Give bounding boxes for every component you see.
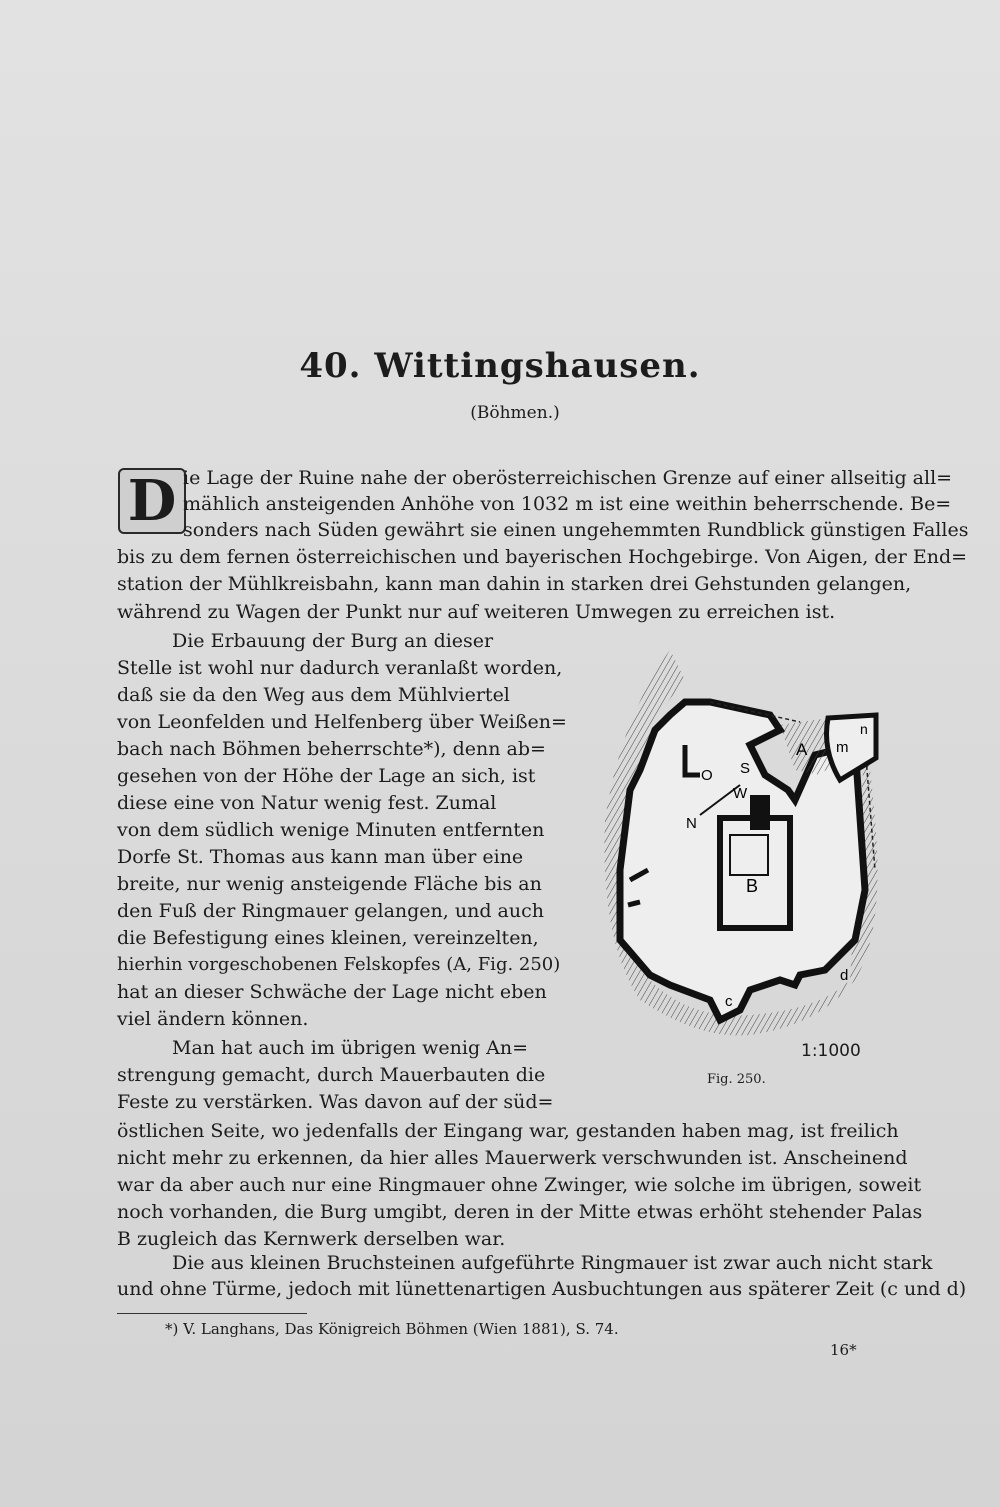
text-line: viel ändern können.	[117, 1008, 309, 1030]
text-line: daß sie da den Weg aus dem Mühlviertel	[117, 684, 510, 706]
plan-label-n: n	[860, 721, 868, 737]
text-line: Die aus kleinen Bruchsteinen aufgeführte Ringmauer ist zwar auch nicht stark	[172, 1252, 933, 1274]
text-line: von Leonfelden und Helfenberg über Weißen=	[117, 711, 567, 733]
compass-s: S	[740, 760, 751, 777]
plan-label-b: B	[746, 876, 759, 896]
text-line: die Befestigung eines kleinen, vereinzelten,	[117, 927, 539, 949]
text-line: bis zu dem fernen österreichischen und bayerischen Hochgebirge. Von Aigen, der End=	[117, 546, 968, 568]
page-subtitle: (Böhmen.)	[470, 403, 560, 423]
page-title: 40. Wittingshausen.	[299, 346, 701, 386]
footnote-rule	[117, 1313, 307, 1314]
text-line: breite, nur wenig ansteigende Fläche bis an	[117, 873, 542, 895]
text-line: Die Erbauung der Burg an dieser	[172, 630, 494, 652]
text-line: ie Lage der Ruine nahe der oberösterreichischen Grenze auf einer allseitig all=	[183, 467, 953, 489]
footnote: *) V. Langhans, Das Königreich Böhmen (Wien 1881), S. 74.	[165, 1320, 619, 1338]
text-line: hierhin vorgeschobenen Felskopfes (A, Fig. 250)	[117, 954, 561, 975]
text-line: mählich ansteigenden Anhöhe von 1032 m ist eine weithin beherrschende. Be=	[183, 493, 952, 515]
compass-w: W	[733, 785, 748, 802]
text-line: diese eine von Natur wenig fest. Zumal	[117, 792, 497, 814]
text-line: Feste zu verstärken. Was davon auf der süd=	[117, 1091, 554, 1113]
text-line: station der Mühlkreisbahn, kann man dahin in starken drei Gehstunden gelangen,	[117, 573, 912, 595]
drop-cap: D	[118, 468, 186, 534]
plan-label-m: m	[836, 739, 849, 756]
text-line: B zugleich das Kernwerk derselben war.	[117, 1228, 506, 1250]
text-line: Stelle ist wohl nur dadurch veranlaßt worden,	[117, 657, 563, 679]
text-line: strengung gemacht, durch Mauerbauten die	[117, 1064, 546, 1086]
figure-caption: Fig. 250.	[707, 1072, 766, 1087]
text-line: von dem südlich wenige Minuten entfernten	[117, 819, 545, 841]
compass-n: N	[686, 815, 697, 832]
text-line: den Fuß der Ringmauer gelangen, und auch	[117, 900, 544, 922]
scale-label: 1:1000	[801, 1041, 861, 1061]
text-line: war da aber auch nur eine Ringmauer ohne Zwinger, wie solche im übrigen, soweit	[117, 1174, 922, 1196]
text-line: bach nach Böhmen beherrschte*), denn ab=	[117, 738, 546, 760]
text-line: nicht mehr zu erkennen, da hier alles Mauerwerk verschwunden ist. Anscheinend	[117, 1147, 908, 1169]
stair-tower	[750, 795, 770, 830]
text-line: gesehen von der Höhe der Lage an sich, ist	[117, 765, 536, 787]
plan-label-c: c	[725, 993, 733, 1010]
castle-plan-figure	[600, 640, 910, 1080]
plan-label-a: A	[796, 740, 808, 759]
signature-mark: 16*	[830, 1341, 857, 1359]
plan-label-d: d	[840, 967, 849, 984]
text-line: noch vorhanden, die Burg umgibt, deren in der Mitte etwas erhöht stehender Palas	[117, 1201, 923, 1223]
text-line: hat an dieser Schwäche der Lage nicht eben	[117, 981, 547, 1003]
text-line: und ohne Türme, jedoch mit lünettenartigen Ausbuchtungen aus späterer Zeit (c und d)	[117, 1278, 967, 1300]
text-line: östlichen Seite, wo jedenfalls der Eingang war, gestanden haben mag, ist freilich	[117, 1120, 899, 1142]
text-line: sonders nach Süden gewährt sie einen ungehemmten Rundblick günstigen Falles	[183, 519, 969, 541]
text-line: Dorfe St. Thomas aus kann man über eine	[117, 846, 524, 868]
text-line: während zu Wagen der Punkt nur auf weiteren Umwegen zu erreichen ist.	[117, 601, 836, 623]
compass-o: O	[701, 767, 713, 784]
text-line: Man hat auch im übrigen wenig An=	[172, 1037, 529, 1059]
